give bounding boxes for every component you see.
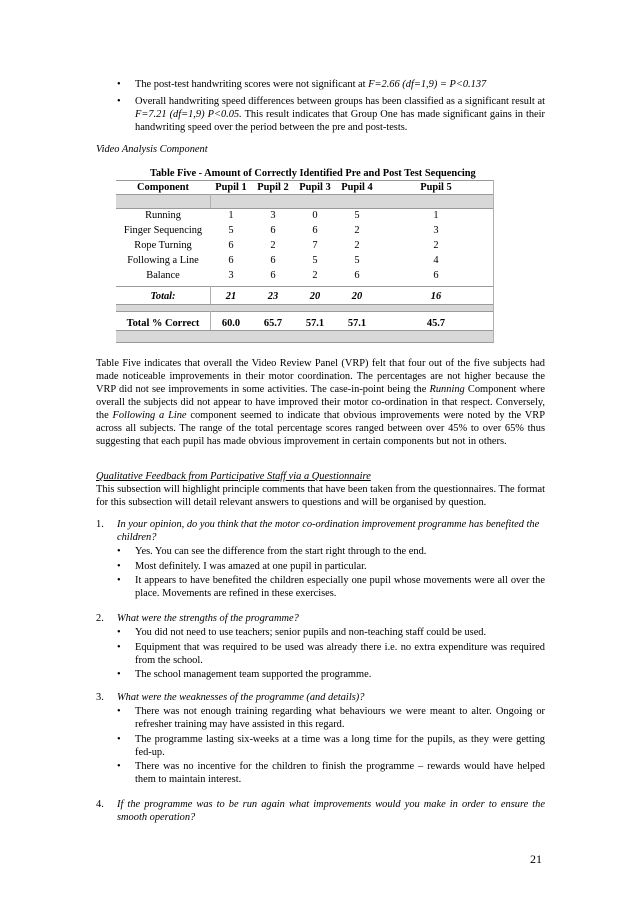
para-text: component seemed to indicate that obvious improvements were noted by the VRP across all subjects. The range of the total percentage scores ranged between over 45% to over 65% thus suggesting that each pupil has made obvious improvement in certain components but not in others. bbox=[96, 410, 545, 447]
bullet-stat: F=2.66 (df=1,9) = P<0.137 bbox=[368, 79, 487, 90]
table-cell: 1 bbox=[433, 210, 439, 221]
table-cell: 4 bbox=[433, 255, 439, 266]
bullet-text: Overall handwriting speed differences between groups has been classified as a significant result at bbox=[135, 96, 545, 107]
table-cell: 3 bbox=[270, 210, 276, 221]
row-label: Running bbox=[145, 210, 181, 221]
percent-cell: 57.1 bbox=[347, 318, 367, 329]
percent-label: Total % Correct bbox=[126, 318, 200, 329]
table-five bbox=[116, 180, 494, 342]
col-header-pupil-3: Pupil 3 bbox=[299, 182, 331, 193]
row-label: Following a Line bbox=[127, 255, 199, 266]
question-text: What were the strengths of the programme? bbox=[117, 613, 299, 624]
table-cell: 5 bbox=[354, 255, 360, 266]
col-header-pupil-5: Pupil 5 bbox=[420, 182, 452, 193]
table-cell: 5 bbox=[354, 210, 360, 221]
bullet-text: This result indicates that Group One has made significant gains in their handwriting speed over the period between the pre and post-tests. bbox=[135, 109, 545, 133]
table-cell: 6 bbox=[270, 255, 276, 266]
total-cell: 20 bbox=[351, 291, 363, 302]
question-text: In your opinion, do you think that the motor co-ordination improvement programme has benefited the children? bbox=[117, 519, 540, 543]
total-label: Total: bbox=[150, 291, 176, 302]
row-label: Balance bbox=[146, 270, 180, 281]
table-cell: 6 bbox=[228, 240, 234, 251]
answer-item: • Most definitely. I was amazed at one pupil in particular. bbox=[135, 560, 545, 573]
total-cell: 16 bbox=[430, 291, 442, 302]
table-cell: 6 bbox=[354, 270, 360, 281]
percent-cell: 60.0 bbox=[221, 318, 241, 329]
col-header-component: Component bbox=[137, 182, 189, 193]
table-cell: 2 bbox=[433, 240, 439, 251]
table-cell: 1 bbox=[228, 210, 234, 221]
answer-item: • Equipment that was required to be used was already there i.e. no extra expenditure was required from the school. bbox=[135, 641, 545, 667]
total-cell: 20 bbox=[309, 291, 321, 302]
question-number: 3. bbox=[96, 692, 104, 703]
para-emph: Running bbox=[429, 384, 465, 395]
table-cell: 2 bbox=[312, 270, 318, 281]
col-header-pupil-1: Pupil 1 bbox=[215, 182, 247, 193]
answer-item: • Yes. You can see the difference from the start right through to the end. bbox=[135, 545, 545, 558]
para-text: Component where overall the subjects did not appear to have improved their motor co-ordination in that respect. Conversely, the bbox=[96, 384, 545, 421]
answer-item: • It appears to have benefited the children especially one pupil whose movements were all over the place. Movements are refined in these exercises. bbox=[135, 574, 545, 600]
table-cell: 6 bbox=[433, 270, 439, 281]
table-cell: 2 bbox=[354, 240, 360, 251]
table-cell: 7 bbox=[312, 240, 318, 251]
table-cell: 6 bbox=[312, 225, 318, 236]
table-cell: 2 bbox=[354, 225, 360, 236]
total-cell: 21 bbox=[225, 291, 237, 302]
bullet-post-test bbox=[135, 78, 545, 91]
para-text: Table Five indicates that overall the Video Review Panel (VRP) felt that four out of the five subjects had made noticeable improvements in their motor coordination. The percentages are not higher because the VRP did not see improvements in some activities. The case-in-point being the bbox=[96, 358, 545, 395]
para-emph: Following a Line bbox=[112, 410, 187, 421]
table-cell: 6 bbox=[270, 270, 276, 281]
percent-cell: 45.7 bbox=[426, 318, 446, 329]
video-heading: Video Analysis Component bbox=[96, 144, 208, 155]
table-cell: 6 bbox=[228, 255, 234, 266]
page-number: 21 bbox=[530, 852, 542, 866]
percent-cell: 65.7 bbox=[263, 318, 283, 329]
question-number: 2. bbox=[96, 613, 104, 624]
percent-cell: 57.1 bbox=[305, 318, 325, 329]
table-cell: 2 bbox=[270, 240, 276, 251]
qualitative-heading: Qualitative Feedback from Participative Staff via a Questionnaire bbox=[96, 471, 371, 482]
bullet-text: The post-test handwriting scores were not significant at bbox=[135, 79, 369, 90]
answer-item: • There was no incentive for the children to finish the programme – rewards would have helped them to maintain interest. bbox=[135, 760, 545, 786]
table-cell: 0 bbox=[312, 210, 318, 221]
table-five-paragraph bbox=[96, 357, 545, 448]
col-header-pupil-4: Pupil 4 bbox=[341, 182, 373, 193]
col-header-pupil-2: Pupil 2 bbox=[257, 182, 289, 193]
answer-item: • The school management team supported the programme. bbox=[135, 668, 545, 681]
table-cell: 3 bbox=[433, 225, 439, 236]
question-text: What were the weaknesses of the programme (and details)? bbox=[117, 692, 365, 703]
table-cell: 5 bbox=[228, 225, 234, 236]
row-label: Finger Sequencing bbox=[123, 225, 203, 236]
question-text: If the programme was to be run again what improvements would you make in order to ensure the smooth operation? bbox=[117, 799, 545, 823]
answer-item: • You did not need to use teachers; senior pupils and non-teaching staff could be used. bbox=[135, 626, 545, 639]
question-number: 4. bbox=[96, 799, 104, 810]
total-cell: 23 bbox=[267, 291, 279, 302]
answer-item: • There was not enough training regarding what behaviours we were meant to alter. Ongoing or refresher training may have assisted in this regard. bbox=[135, 705, 545, 731]
table-title: Table Five - Amount of Correctly Identified Pre and Post Test Sequencing bbox=[150, 168, 476, 179]
row-label: Rope Turning bbox=[134, 240, 192, 251]
answer-item: • The programme lasting six-weeks at a time was a long time for the pupils, as they were getting fed-up. bbox=[135, 733, 545, 759]
qualitative-intro: This subsection will highlight principle comments that have been taken from the questionnaires. The format for this subsection will detail relevant answers to questions and will be organised by question. bbox=[96, 484, 545, 508]
bullet-speed bbox=[135, 95, 545, 134]
table-cell: 6 bbox=[270, 225, 276, 236]
question-number: 1. bbox=[96, 519, 104, 530]
bullet-stat: F=7.21 (df=1,9) P<0.05. bbox=[135, 109, 242, 120]
table-cell: 5 bbox=[312, 255, 318, 266]
table-cell: 3 bbox=[228, 270, 234, 281]
